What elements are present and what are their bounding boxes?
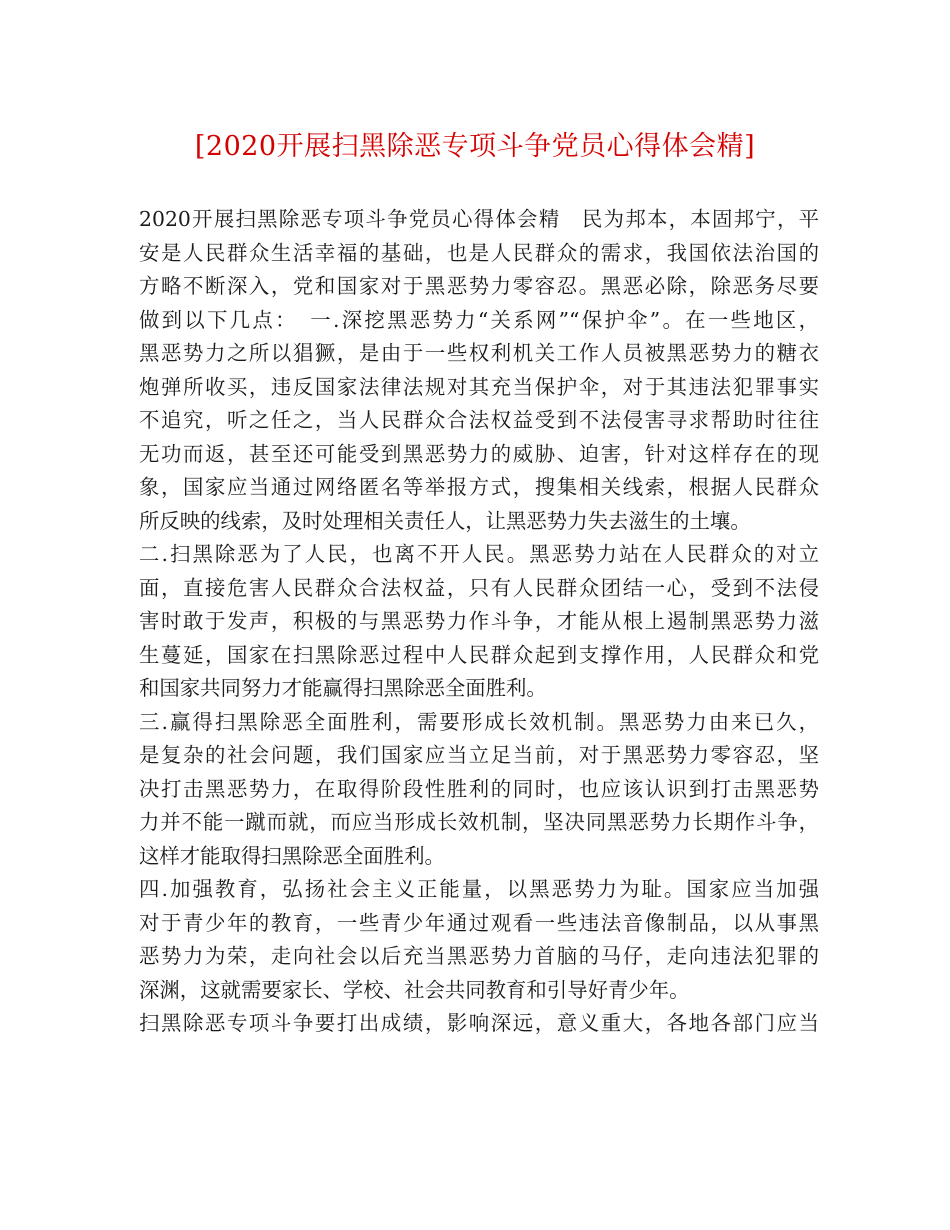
body-line: 所反映的线索，及时处理相关责任人，让黑恶势力失去滋生的土壤。 bbox=[139, 508, 751, 533]
body-line: 黑恶势力之所以猖獗，是由于一些权利机关工作人员被黑恶势力的糖衣 bbox=[139, 341, 819, 365]
body-line: 决打击黑恶势力，在取得阶段性胜利的同时，也应该认识到打击黑恶势 bbox=[139, 776, 819, 801]
body-line: 炮弹所收买，违反国家法律法规对其充当保护伞，对于其违法犯罪事实 bbox=[139, 374, 819, 399]
body-line: 和国家共同努力才能赢得扫黑除恶全面胜利。 bbox=[139, 676, 547, 700]
document-title: [2020开展扫黑除恶专项斗争党员心得体会精] bbox=[194, 131, 756, 162]
body-line: 对于青少年的教育，一些青少年通过观看一些违法音像制品，以从事黑 bbox=[139, 910, 819, 935]
body-line: 象，国家应当通过网络匿名等举报方式，搜集相关线索，根据人民群众 bbox=[139, 475, 819, 499]
body-line: 不追究，听之任之，当人民群众合法权益受到不法侵害寻求帮助时往往 bbox=[139, 408, 819, 432]
body-line: 是复杂的社会问题，我们国家应当立足当前，对于黑恶势力零容忍，坚 bbox=[139, 743, 819, 767]
body-line: 2020开展扫黑除恶专项斗争党员心得体会精 民为邦本，本固邦宁，平 bbox=[139, 207, 819, 231]
body-line: 二.扫黑除恶为了人民，也离不开人民。黑恶势力站在人民群众的对立 bbox=[139, 542, 819, 566]
body-line: 力并不能一蹴而就，而应当形成长效机制，坚决同黑恶势力长期作斗争， bbox=[139, 810, 819, 834]
body-line: 方略不断深入，党和国家对于黑恶势力零容忍。黑恶必除，除恶务尽要 bbox=[139, 274, 819, 298]
body-line: 恶势力为荣，走向社会以后充当黑恶势力首脑的马仔，走向违法犯罪的 bbox=[139, 944, 819, 968]
body-line: 无功而返，甚至还可能受到黑恶势力的威胁、迫害，针对这样存在的现 bbox=[139, 441, 819, 466]
body-line: 深渊，这就需要家长、学校、社会共同教育和引导好青少年。 bbox=[139, 977, 690, 1002]
body-line: 四.加强教育，弘扬社会主义正能量，以黑恶势力为耻。国家应当加强 bbox=[139, 877, 819, 901]
body-line: 面，直接危害人民群众合法权益，只有人民群众团结一心，受到不法侵 bbox=[139, 575, 819, 600]
document-body bbox=[139, 203, 819, 1041]
body-line: 安是人民群众生活幸福的基础，也是人民群众的需求，我国依法治国的 bbox=[139, 240, 819, 265]
body-line: 做到以下几点： 一.深挖黑恶势力“关系网”“保护伞”。在一些地区， bbox=[139, 307, 819, 332]
body-line: 扫黑除恶专项斗争要打出成绩，影响深远，意义重大，各地各部门应当 bbox=[139, 1011, 819, 1035]
body-line: 三.赢得扫黑除恶全面胜利，需要形成长效机制。黑恶势力由来已久， bbox=[139, 709, 819, 734]
body-line: 生蔓延，国家在扫黑除恶过程中人民群众起到支撑作用，人民群众和党 bbox=[139, 642, 819, 667]
body-line: 这样才能取得扫黑除恶全面胜利。 bbox=[139, 843, 445, 868]
body-line: 害时敢于发声，积极的与黑恶势力作斗争，才能从根上遏制黑恶势力滋 bbox=[139, 609, 819, 633]
